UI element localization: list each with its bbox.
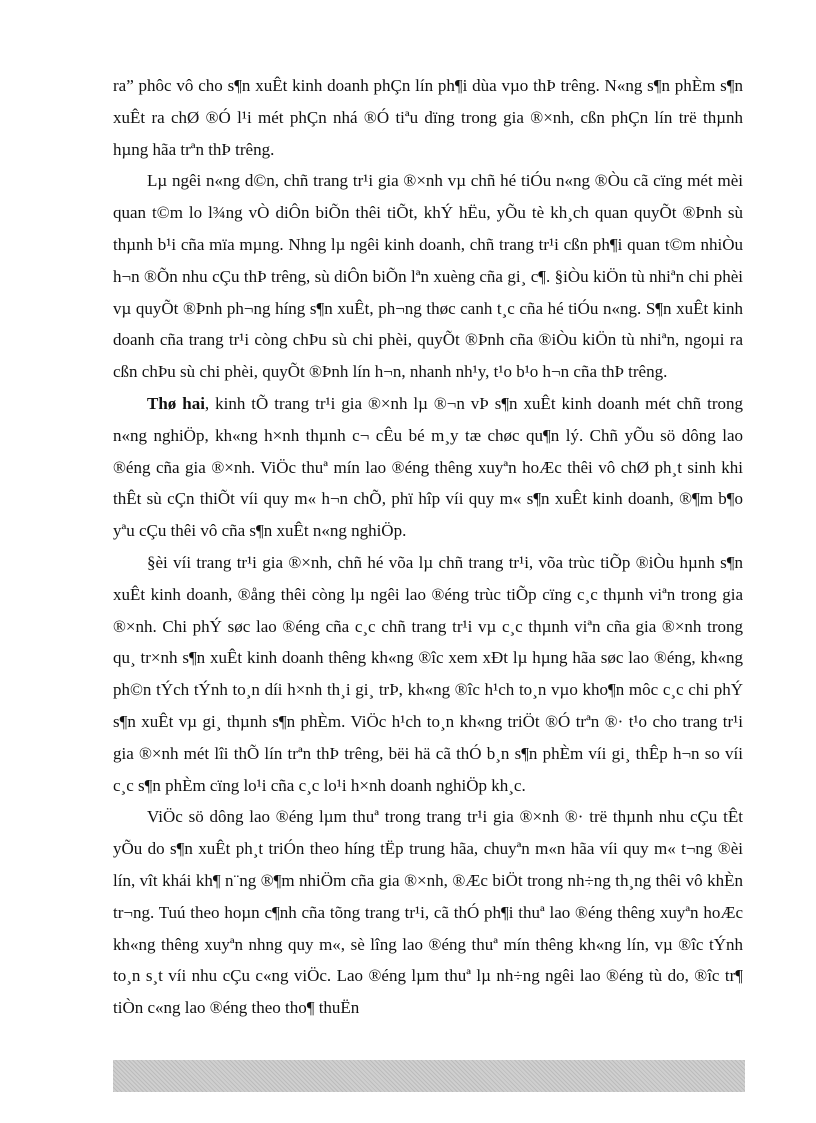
paragraph-farmer-concerns: Lµ ngêi n«ng d©n, chñ trang tr¹i gia ®×nh vµ chñ hé tiÓu n«ng ®Òu cã cïng mét mèi quan t©m lo l¾ng vÒ diÔn biÕn thêi tiÕt, khÝ hËu, yÕu tè kh¸ch quan quyÕt ®Þnh sù thµnh b¹i cña mïa mµng. Nhng lµ ngêi kinh doanh, chñ trang tr¹i cßn ph¶i quan t©m nhiÒu h¬n ®Õn nhu cÇu thÞ trêng, sù diÔn biÕn lªn xuèng cña gi¸ c¶. §iÒu kiÖn tù nhiªn chi phèi vµ quyÕt ®Þnh ph¬ng híng s¶n xuÊt, ph¬ng thøc canh t¸c cña hé tiÓu n«ng. S¶n xuÊt kinh doanh cña trang tr¹i còng chÞu sù chi phèi, quyÕt ®Þnh cña ®iÒu kiÖn tù nhiªn, ngoµi ra cßn chÞu sù chi phèi, quyÕt ®Þnh lín h¬n, nhanh nh¹y, t¹o b¹o h¬n cña thÞ trêng. bbox=[113, 171, 743, 382]
paragraph-hired-labor: ViÖc sö dông lao ®éng lµm thuª trong trang tr¹i gia ®×nh ®· trë thµnh nhu cÇu tÊt yÕu do s¶n xuÊt ph¸t triÓn theo híng tËp trung hãa, chuyªn m«n hãa víi quy m« t¬ng ®èi lín, vît khái kh¶ n¨ng ®¶m nhiÖm cña gia ®×nh, ®Æc biÖt trong nh÷ng th¸ng thêi vô khÈn tr¬ng. Tuú theo hoµn c¶nh cña tõng trang tr¹i, cã thÓ ph¶i thuª lao ®éng thêng xuyªn hoÆc kh«ng thêng xuyªn nhng quy m«, sè lîng lao ®éng thuª mín thêng kh«ng lín, vµ ®îc tÝnh to¸n s¸t víi nhu cÇu c«ng viÖc. Lao ®éng lµm thuª lµ nh÷ng ngêi lao ®éng tù do, ®îc tr¶ tiÒn c«ng lao ®éng theo tho¶ thuËn bbox=[113, 807, 743, 1018]
document-body bbox=[113, 70, 743, 1024]
paragraph-family-farm: §èi víi trang tr¹i gia ®×nh, chñ hé võa lµ chñ trang tr¹i, võa trùc tiÕp ®iÒu hµnh s¶n xuÊt kinh doanh, ®ång thêi còng lµ ngêi lao ®éng trùc tiÕp cïng c¸c thµnh viªn trong gia ®×nh. Chi phÝ søc lao ®éng cña c¸c chñ trang tr¹i vµ c¸c thµnh viªn cña gia ®×nh trong qu¸ tr×nh s¶n xuÊt kinh doanh thêng kh«ng ®îc xem xÐt lµ hµng hãa søc lao ®éng, kh«ng ph©n tÝch tÝnh to¸n díi h×nh th¸i gi¸ trÞ, kh«ng ®îc h¹ch to¸n vµo kho¶n môc c¸c chi phÝ s¶n xuÊt vµ gi¸ thµnh s¶n phÈm. ViÖc h¹ch to¸n kh«ng triÖt ®Ó trªn ®· t¹o cho trang tr¹i gia ®×nh mét lîi thÕ lín trªn thÞ trêng, bëi hä cã thÓ b¸n s¶n phÈm víi gi¸ thÊp h¬n so víi c¸c s¶n phÈm cïng lo¹i cña c¸c lo¹i h×nh doanh nghiÖp kh¸c. bbox=[113, 552, 743, 795]
paragraph-second-body: , kinh tÕ trang tr¹i gia ®×nh lµ ®¬n vÞ s¶n xuÊt kinh doanh mét chñ trong n«ng nghiÖp, kh«ng h×nh thµnh c¬ cÊu bé m¸y tæ chøc qu¶n lý. Chñ yÕu sö dông lao ®éng cña gia ®×nh. ViÖc thuª mín lao ®éng thêng xuyªn hoÆc thêi vô chØ ph¸t sinh khi thÊt sù cÇn thiÕt víi quy m« h¬n chÕ, phï hîp víi quy m« s¶n xuÊt kinh doanh, ®¶m b¶o yªu cÇu thêi vô cña s¶n xuÊt n«ng nghiÖp. bbox=[113, 393, 743, 541]
footer-bar bbox=[113, 1060, 745, 1092]
paragraph-continuation: ra” phôc vô cho s¶n xuÊt kinh doanh phÇn lín ph¶i dùa vµo thÞ trêng. N«ng s¶n phÈm s¶n xuÊt ra chØ ®Ó l¹i mét phÇn nhá ®Ó tiªu dïng trong gia ®×nh, cßn phÇn lín trë thµnh hµng hãa trªn thÞ trêng. bbox=[113, 76, 743, 159]
paragraph-second-point bbox=[113, 388, 743, 547]
paragraph-lead-bold: Thø hai bbox=[147, 393, 205, 413]
